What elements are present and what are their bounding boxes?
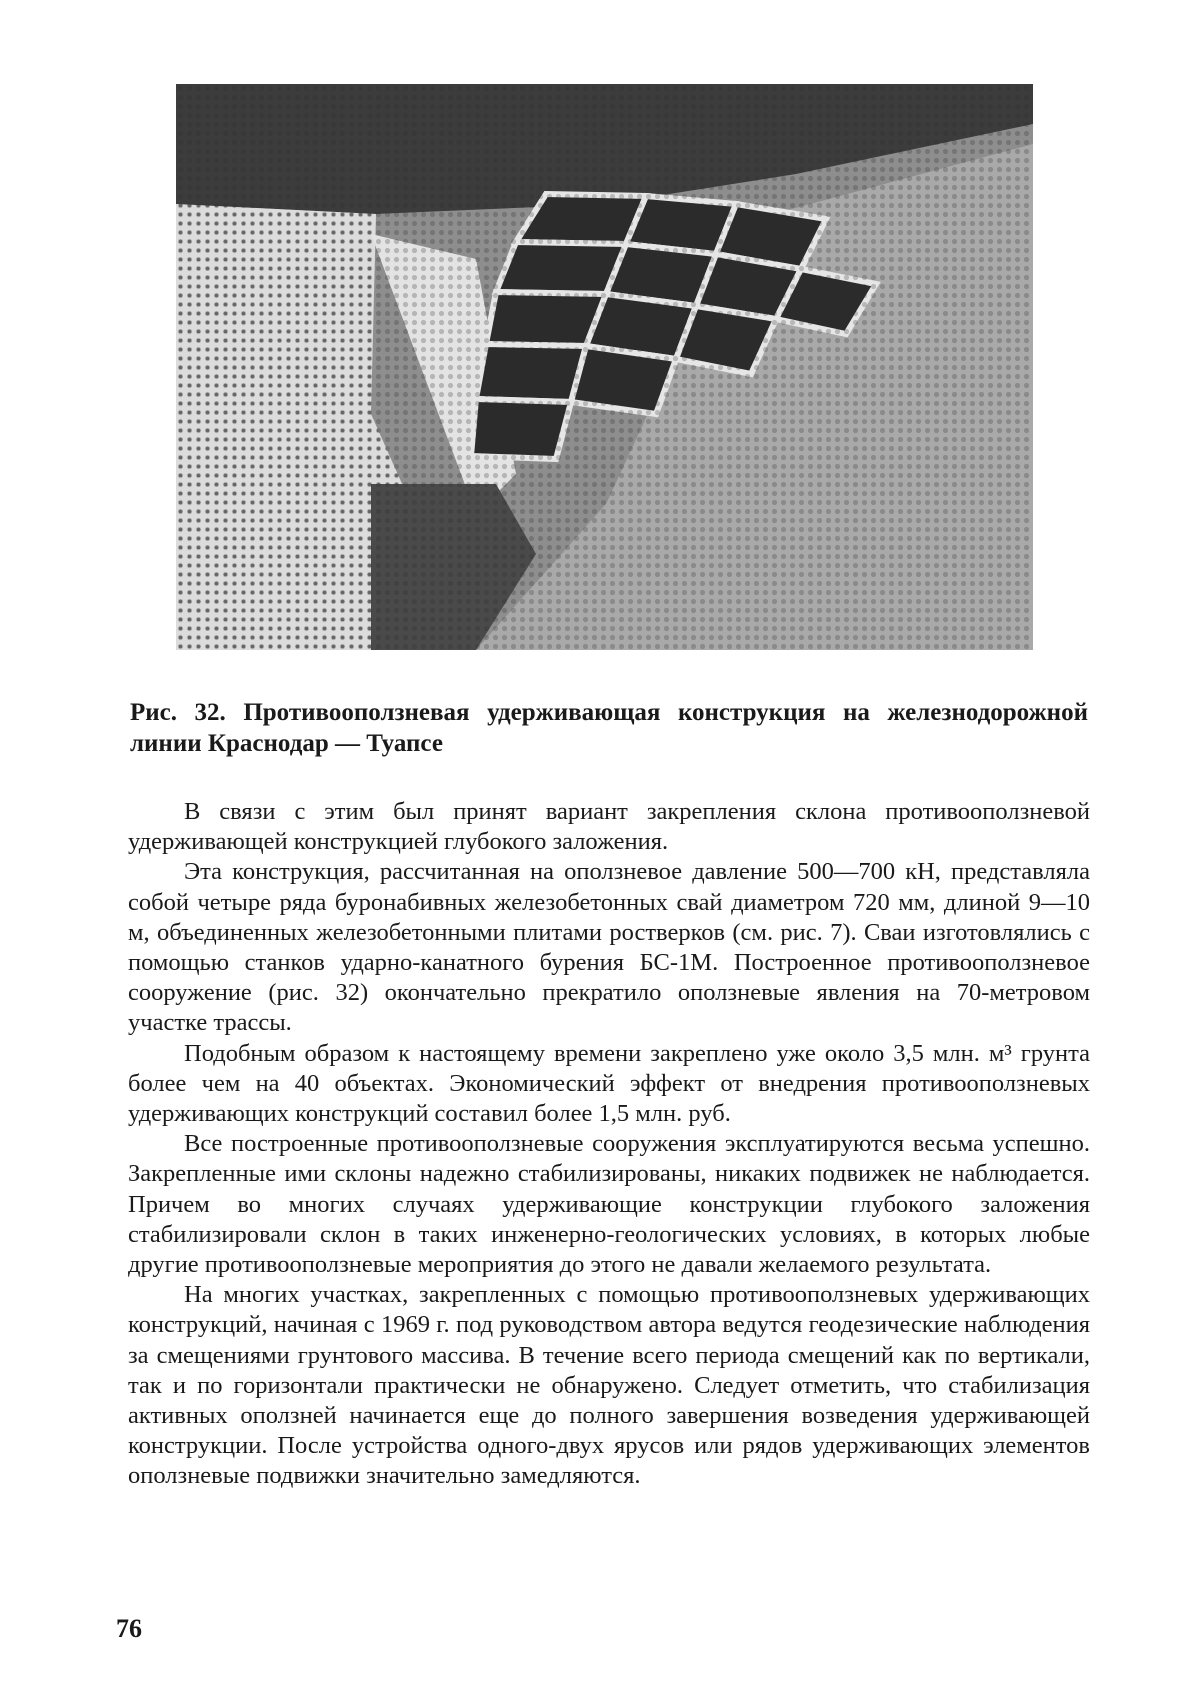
paragraph: На многих участках, закрепленных с помощью противооползневых удерживающих конструкций, начиная с 1969 г. под руководством автора ведутся геодезические наблюдения за смещениями грунтового массива. В течение всего периода смещений как по вертикали, так и по горизонтали практически не обнаружено. Следует отметить, что стабилизация активных оползней начинается еще до полного завершения возведения удерживающей конструкции. После устройства одного-двух ярусов или рядов удерживающих элементов оползневые подвижки значительно замедляются. xyxy=(128,1281,1090,1490)
figure-photo xyxy=(176,84,1033,650)
figure-caption: Рис. 32. Противооползневая удерживающая конструкция на железнодорожной линии Краснодар — Туапсе xyxy=(130,699,1088,757)
paragraph: В связи с этим был принят вариант закрепления склона противооползневой удерживающей конструкцией глубокого заложения. xyxy=(128,798,1090,856)
landslide-structure-photo xyxy=(176,84,1033,650)
paragraph: Эта конструкция, рассчитанная на оползневое давление 500—700 кН, представляла собой четыре ряда буронабивных железобетонных свай диаметром 720 мм, длиной 9—10 м, объединенных железобетонными плитами ростверков (см. рис. 7). Сваи изготовлялись с помощью станков ударно-канатного бурения БС-1М. Построенное противооползневое сооружение (рис. 32) окончательно прекратило оползневые явления на 70-метровом участке трассы. xyxy=(128,858,1090,1037)
page-number: 76 xyxy=(116,1614,142,1643)
paragraph: Подобным образом к настоящему времени закреплено уже около 3,5 млн. м³ грунта более чем на 40 объектах. Экономический эффект от внедрения противооползневых удерживающих конструкций составил более 1,5 млн. руб. xyxy=(128,1039,1090,1128)
paragraph: Все построенные противооползневые сооружения эксплуатируются весьма успешно. Закрепленные ими склоны надежно стабилизированы, никаких подвижек не наблюдается. Причем во многих случаях удерживающие конструкции глубокого заложения стабилизировали склон в таких инженерно-геологических условиях, в которых любые другие противооползневые мероприятия до этого не давали желаемого результата. xyxy=(128,1130,1090,1279)
body-text xyxy=(128,797,1090,1492)
